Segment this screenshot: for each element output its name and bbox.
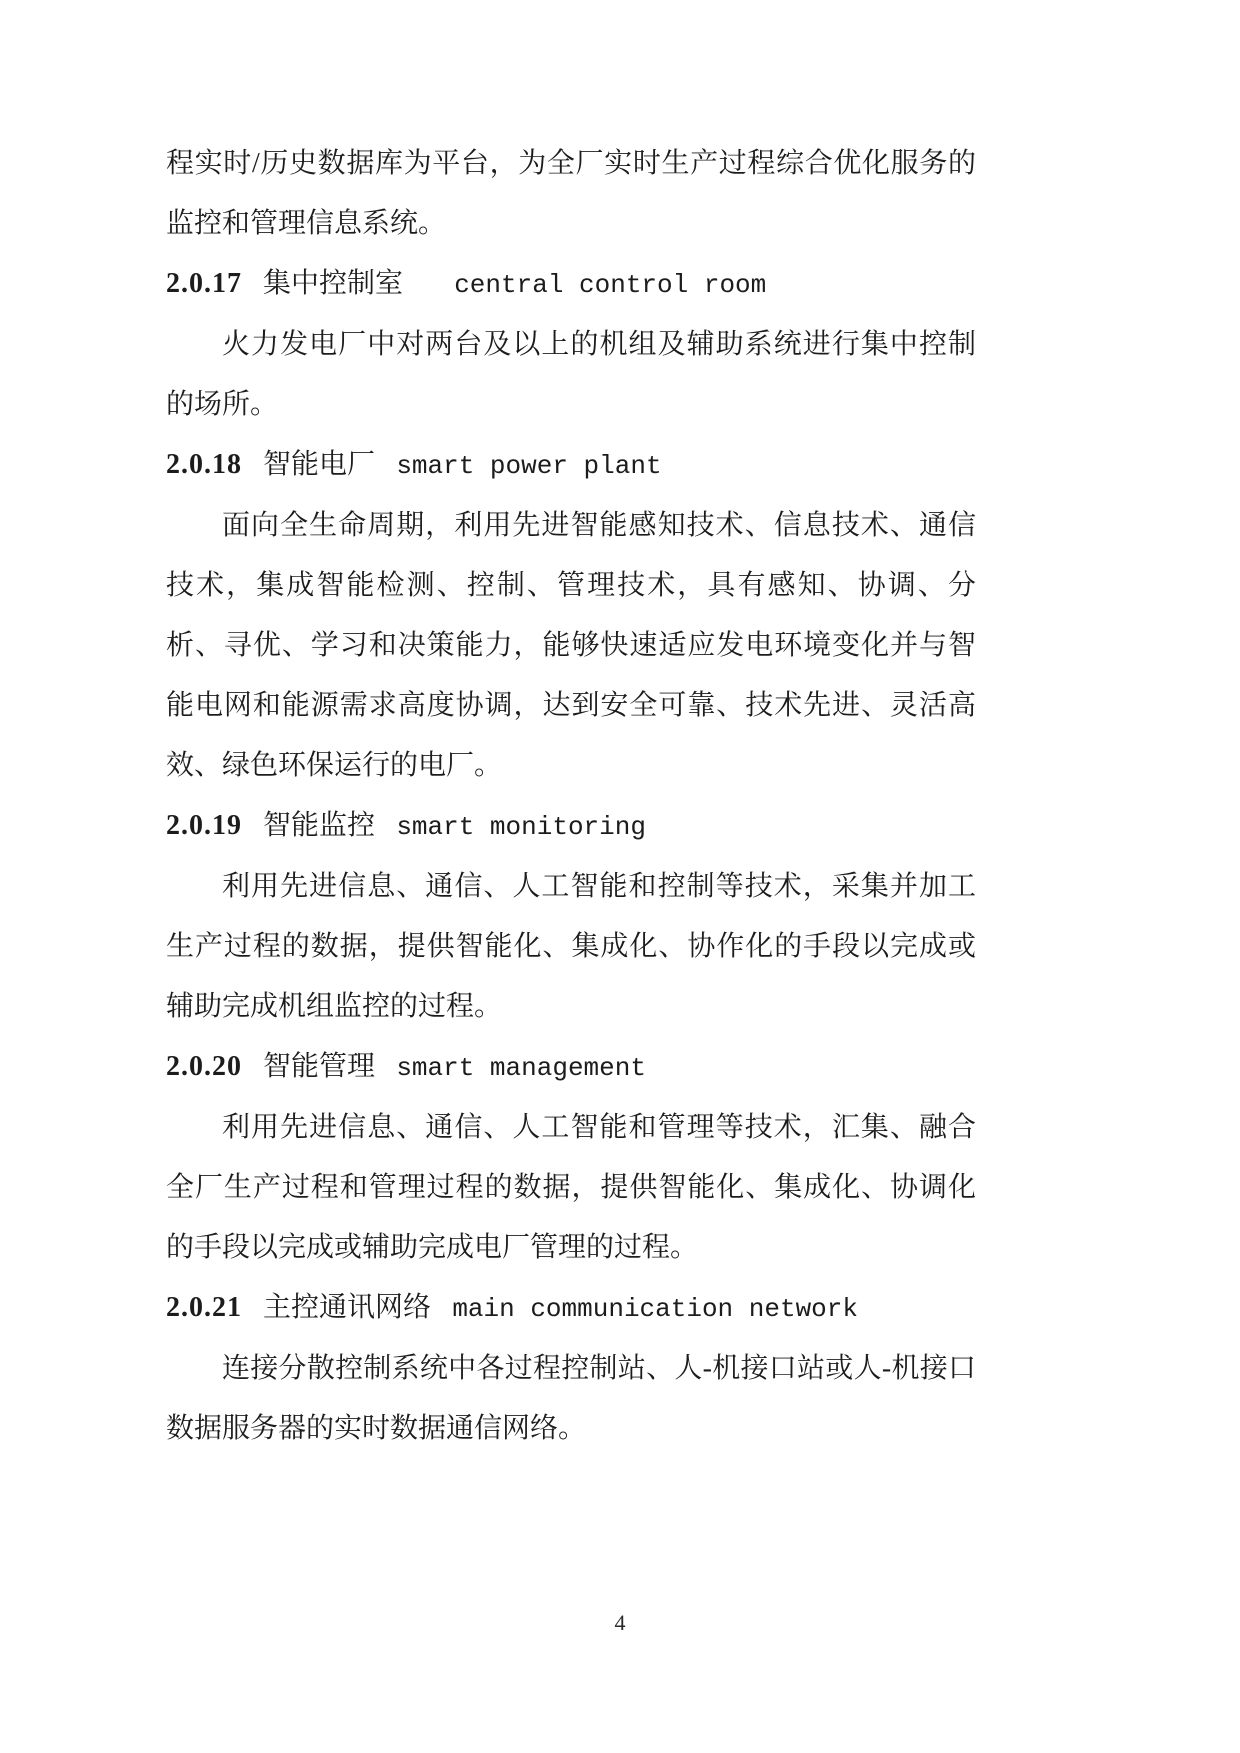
term-name-zh: 智能监控 <box>263 810 376 841</box>
term-number: 2.0.19 <box>166 810 242 841</box>
term-name-zh: 智能电厂 <box>263 449 376 480</box>
term-heading <box>166 1037 976 1098</box>
term-definition: 利用先进信息、通信、人工智能和控制等技术，采集并加工生产过程的数据，提供智能化、集成化、协作化的手段以完成或辅助完成机组监控的过程。 <box>166 871 976 1022</box>
term-name-en: smart monitoring <box>396 812 646 842</box>
term-heading <box>166 796 976 857</box>
term-name-en: central control room <box>454 270 767 300</box>
continued-paragraph: 程实时/历史数据库为平台，为全厂实时生产过程综合优化服务的监控和管理信息系统。 <box>166 148 976 239</box>
text-column <box>166 134 976 1459</box>
term-name-zh: 集中控制室 <box>263 268 404 299</box>
term-number: 2.0.21 <box>166 1292 242 1323</box>
term-name-en: smart management <box>396 1053 646 1083</box>
term-definition: 连接分散控制系统中各过程控制站、人-机接口站或人-机接口数据服务器的实时数据通信网络。 <box>166 1353 976 1444</box>
term-definition: 面向全生命周期，利用先进智能感知技术、信息技术、通信技术，集成智能检测、控制、管理技术，具有感知、协调、分析、寻优、学习和决策能力，能够快速适应发电环境变化并与智能电网和能源需求高度协调，达到安全可靠、技术先进、灵活高效、绿色环保运行的电厂。 <box>166 510 976 781</box>
term-name-en: main communication network <box>452 1294 858 1324</box>
term-heading <box>166 435 976 496</box>
term-definition: 火力发电厂中对两台及以上的机组及辅助系统进行集中控制的场所。 <box>166 329 976 420</box>
term-name-zh: 主控通讯网络 <box>263 1292 432 1323</box>
term-number: 2.0.20 <box>166 1051 242 1082</box>
term-heading <box>166 254 976 315</box>
term-number: 2.0.18 <box>166 449 242 480</box>
term-name-zh: 智能管理 <box>263 1051 376 1082</box>
term-name-en: smart power plant <box>396 451 662 481</box>
page-number: 4 <box>614 1610 626 1635</box>
term-definition: 利用先进信息、通信、人工智能和管理等技术，汇集、融合全厂生产过程和管理过程的数据，提供智能化、集成化、协调化的手段以完成或辅助完成电厂管理的过程。 <box>166 1112 976 1263</box>
term-number: 2.0.17 <box>166 268 242 299</box>
term-heading <box>166 1278 976 1339</box>
